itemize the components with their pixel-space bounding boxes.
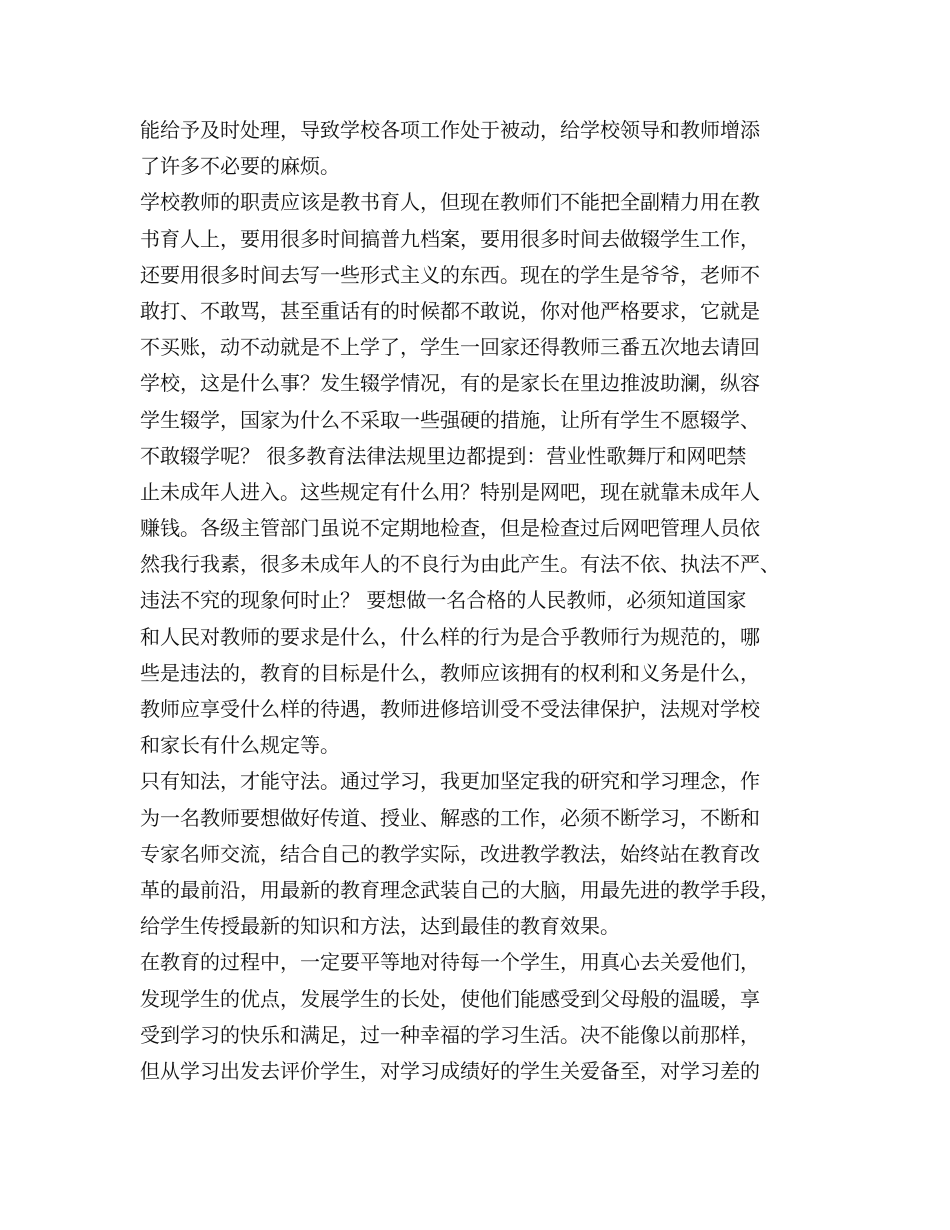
text-line: 学校教师的职责应该是教书育人，但现在教师们不能把全副精力用在教 [140,190,760,215]
text-line: 发现学生的优点，发展学生的长处，使他们能感受到父母般的温暖，享 [140,986,760,1011]
text-line: 不买账，动不动就是不上学了，学生一回家还得教师三番五次地去请回 [140,335,760,360]
text-line: 违法不究的现象何时止？ 要想做一名合格的人民教师，必须知道国家 [140,588,747,613]
text-line: 只有知法，才能守法。通过学习，我更加坚定我的研究和学习理念，作 [140,769,760,794]
text-line: 了许多不必要的麻烦。 [140,154,340,179]
text-line: 能给予及时处理，导致学校各项工作处于被动，给学校领导和教师增添 [140,118,760,142]
text-line: 敢打、不敢骂，甚至重话有的时候都不敢说，你对他严格要求，它就是 [140,298,760,323]
text-line: 不敢辍学呢？ 很多教育法律法规里边都提到：营业性歌舞厅和网吧禁 [140,443,747,468]
text-line: 和家长有什么规定等。 [140,733,340,758]
text-line: 教师应享受什么样的待遇，教师进修培训受不受法律保护，法规对学校 [140,697,760,721]
text-line: 但从学习出发去评价学生，对学习成绩好的学生关爱备至，对学习差的 [140,1058,760,1083]
text-line: 些是违法的，教育的目标是什么，教师应该拥有的权利和义务是什么， [140,660,760,685]
text-line: 专家名师交流，结合自己的教学实际，改进教学教法，始终站在教育改 [140,841,760,866]
text-line: 受到学习的快乐和满足，过一种幸福的学习生活。决不能像以前那样， [140,1022,760,1047]
text-line: 学生辍学，国家为什么不采取一些强硬的措施，让所有学生不愿辍学、 [140,407,760,432]
body-text [140,112,840,1089]
text-line: 学校，这是什么事？发生辍学情况，有的是家长在里边推波助澜，纵容 [140,371,760,396]
text-line: 和人民对教师的要求是什么，什么样的行为是合乎教师行为规范的，哪 [140,624,760,649]
text-line: 赚钱。各级主管部门虽说不定期地检查，但是检查过后网吧管理人员依 [140,516,760,541]
text-line: 革的最前沿，用最新的教育理念武装自己的大脑，用最先进的教学手段， [140,877,780,902]
text-line: 给学生传授最新的知识和方法，达到最佳的教育效果。 [140,914,620,939]
text-line: 止未成年人进入。这些规定有什么用？特别是网吧，现在就靠未成年人 [140,479,760,504]
text-line: 还要用很多时间去写一些形式主义的东西。现在的学生是爷爷，老师不 [140,262,760,287]
text-line: 为一名教师要想做好传道、授业、解惑的工作，必须不断学习，不断和 [140,805,760,830]
text-line: 在教育的过程中，一定要平等地对待每一个学生，用真心去关爱他们， [140,950,760,975]
text-line: 书育人上，要用很多时间搞普九档案，要用很多时间去做辍学生工作， [140,226,760,251]
text-line: 然我行我素，很多未成年人的不良行为由此产生。有法不依、执法不严、 [140,552,780,577]
